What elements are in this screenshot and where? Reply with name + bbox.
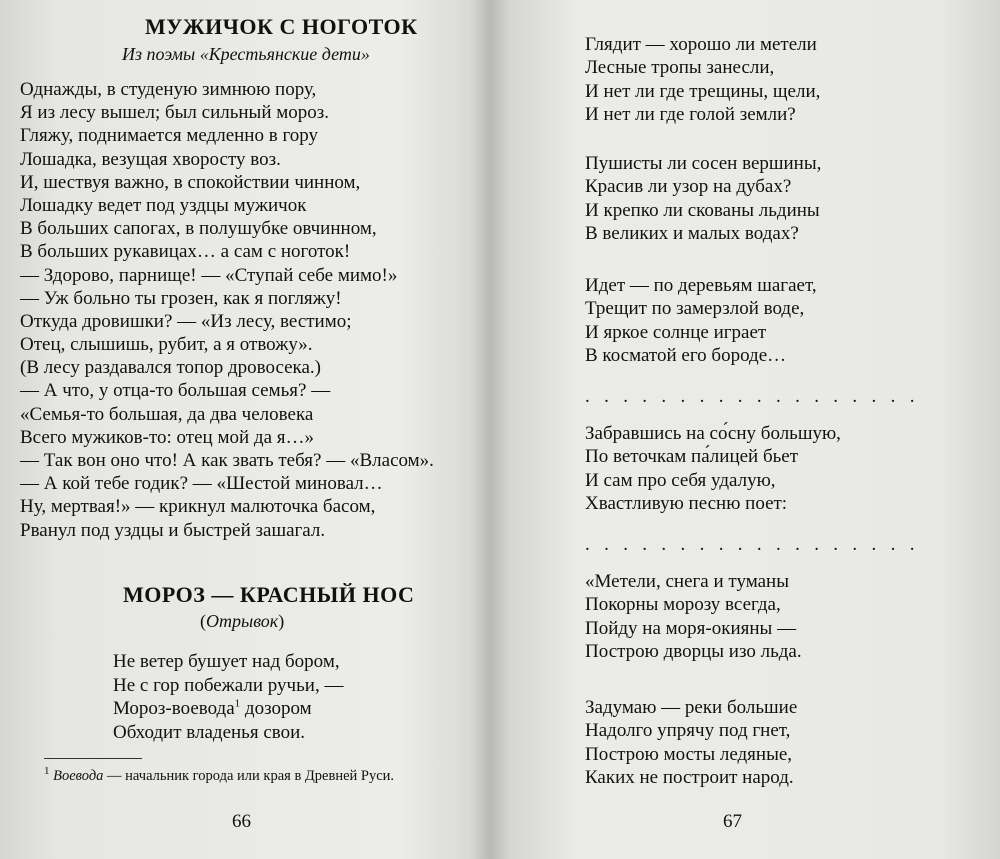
poem-line: Задумаю — реки большие (585, 697, 798, 718)
page-number: 67 (723, 811, 742, 832)
poem-line: В косматой его бороде… (585, 344, 787, 366)
poem-line: — Здорово, парнище! — «Ступай себе мимо!» (20, 264, 398, 286)
poem-line: В больших сапогах, в полушубке овчинном, (20, 218, 377, 240)
stanza (585, 152, 821, 245)
right-page (500, 0, 1000, 859)
footnote-text: — начальник города или края в Древней Руси. (103, 768, 395, 784)
poem-line: И яркое солнце играет (585, 321, 767, 343)
left-page (0, 0, 488, 859)
poem-line: Пойду на моря-окияны — (585, 617, 797, 639)
poem-line: Гляжу, поднимается медленно в гору (20, 125, 319, 147)
poem-line: Ну, мертвая!» — крикнул малюточка басом, (20, 496, 376, 518)
poem-subtitle-text: Отрывок (206, 611, 279, 631)
poem-line: Откуда дровишки? — «Из лесу, вестимо; (20, 310, 352, 332)
poem-line: И нет ли где трещины, щели, (585, 80, 821, 102)
poem-line: Построю мосты ледяные, (585, 743, 793, 765)
poem-line: Лошадка, везущая хворосту воз. (20, 148, 281, 170)
poem-line: И, шествуя важно, в спокойствии чинном, (20, 171, 361, 193)
poem-line: Отец, слышишь, рубит, а я отвожу». (20, 334, 313, 356)
poem-line: И нет ли где голой земли? (585, 103, 796, 125)
poem-line: И крепко ли скованы льдины (585, 199, 820, 221)
poem-line (113, 697, 343, 721)
poem-line: Построю дворцы изо льда. (585, 640, 802, 662)
poem-title: МОРОЗ — КРАСНЫЙ НОС (123, 582, 415, 607)
poem-line: Трещит по замерзлой воде, (585, 298, 805, 320)
poem-line: — А кой тебе годик? — «Шестой миновал… (20, 473, 383, 495)
poem-line: — Уж больно ты грозен, как я погляжу! (20, 287, 342, 309)
poem-line: — А что, у отца-то большая семья? — (20, 380, 331, 402)
stanza (585, 422, 841, 515)
poem-subtitle: (Отрывок) (200, 611, 285, 631)
poem-line: Всего мужиков-то: отец мой да я…» (20, 426, 314, 448)
stanza (585, 274, 817, 367)
poem-line: Красив ли узор на дубах? (585, 176, 792, 198)
stanza (585, 33, 820, 126)
ellipsis-row: . . . . . . . . . . . . . . . . . . (585, 386, 920, 407)
footnote-marker: 1 (234, 697, 241, 710)
poem-line: Я из лесу вышел; был сильный мороз. (20, 102, 330, 124)
poem-line: Пушисты ли сосен вершины, (585, 153, 822, 174)
footnote-mark: 1 (44, 765, 50, 778)
poem-line: В больших рукавицах… а сам с ноготок! (20, 241, 351, 263)
poem-line: В великих и малых водах? (585, 222, 799, 244)
poem-line: Обходит владенья свои. (113, 721, 306, 743)
ellipsis-row: . . . . . . . . . . . . . . . . . . (585, 534, 920, 555)
poem-subtitle: Из поэмы «Крестьянские дети» (122, 44, 370, 64)
poem-line: Забравшись на со́сну большую, (585, 423, 841, 444)
poem-line-tail: дозором (240, 698, 312, 719)
poem-line: По веточкам па́лицей бьет (585, 446, 799, 468)
stanza (585, 696, 797, 789)
poem-line: Рванул под уздцы и быстрей зашагал. (20, 519, 326, 541)
poem-line: (В лесу раздавался топор дровосека.) (20, 357, 321, 379)
poem-title: МУЖИЧОК С НОГОТОК (145, 14, 418, 39)
poem-line: «Метели, снега и туманы (585, 571, 789, 592)
poem-text (20, 78, 434, 542)
stanza (585, 570, 802, 663)
poem-line: Глядит — хорошо ли метели (585, 34, 817, 55)
poem-line: — Так вон оно что! А как звать тебя? — «Власом». (20, 450, 434, 471)
poem-line: Надолго упрячу под гнет, (585, 720, 791, 742)
poem-line: «Семья-то большая, да два человека (20, 403, 314, 425)
poem-text (113, 650, 343, 744)
footnote (44, 765, 395, 785)
poem-line: И сам про себя удалую, (585, 469, 776, 491)
poem-line: Не с гор побежали ручьи, — (113, 674, 344, 696)
footnote-divider (44, 758, 142, 759)
poem-line: Хвастливую песню поет: (585, 492, 788, 514)
poem-line: Лошадку ведет под уздцы мужичок (20, 194, 307, 216)
page-number: 66 (232, 811, 251, 832)
poem-line-text: Мороз-воевода (113, 698, 235, 719)
poem-line: Идет — по деревьям шагает, (585, 275, 817, 296)
poem-line: Лесные тропы занесли, (585, 57, 775, 79)
poem-line: Не ветер бушует над бором, (113, 651, 340, 672)
poem-line: Каких не построит народ. (585, 766, 794, 788)
footnote-term: Воевода (53, 768, 104, 784)
poem-line: Покорны морозу всегда, (585, 594, 781, 616)
poem-line: Однажды, в студеную зимнюю пору, (20, 79, 317, 100)
